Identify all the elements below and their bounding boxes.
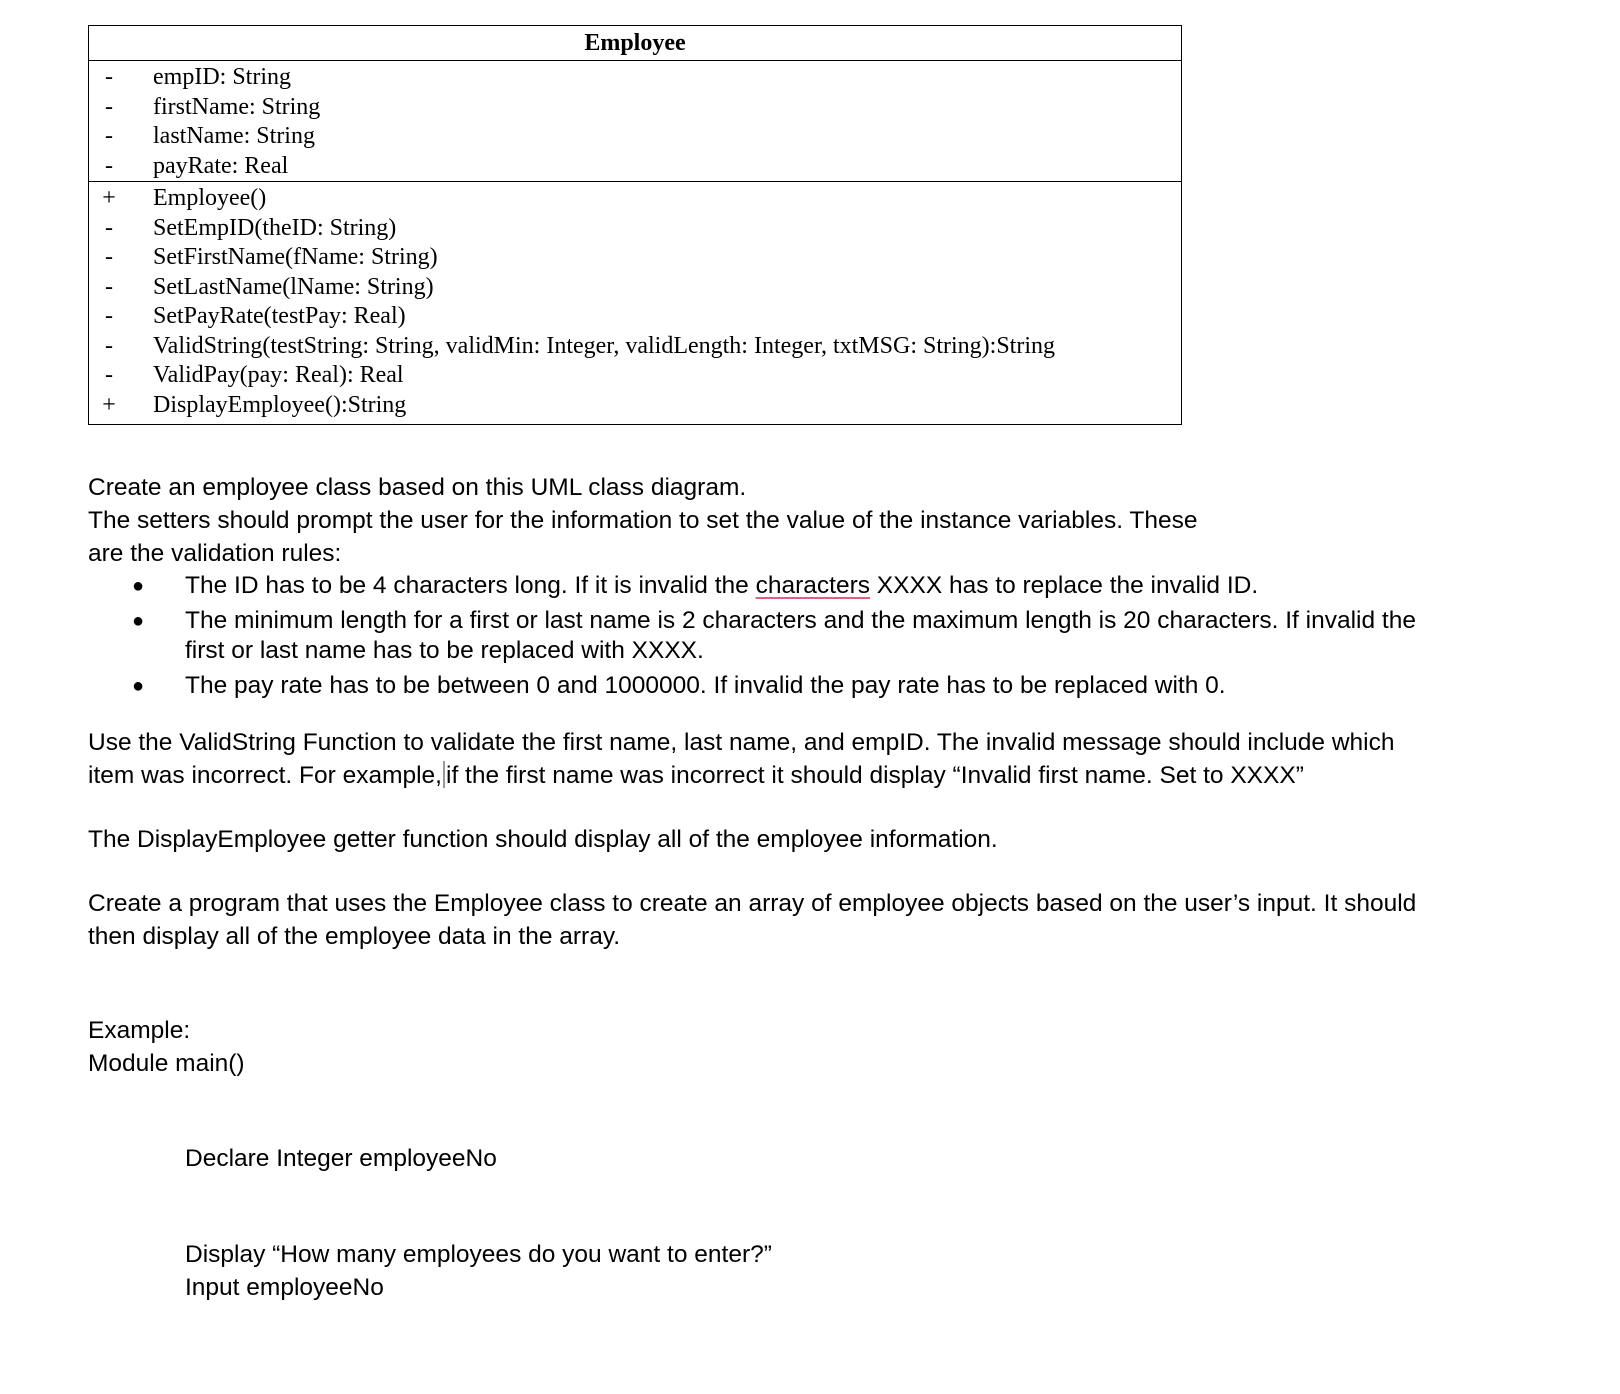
list-item xyxy=(88,571,1588,601)
list-item xyxy=(88,671,1588,701)
intro-line: The setters should prompt the user for the information to set the value of the instance variables. These xyxy=(88,507,1198,534)
uml-attribute xyxy=(89,93,1181,123)
text-cursor xyxy=(443,761,445,788)
paragraph-text: if the first name was incorrect it should display “Invalid first name. Set to XXXX” xyxy=(446,762,1304,789)
uml-method xyxy=(89,184,1181,214)
uml-method xyxy=(89,361,1181,391)
method-text: SetEmpID(theID: String) xyxy=(153,214,397,241)
paragraph-line: Create a program that uses the Employee class to create an array of employee objects based on the user’s input. It should xyxy=(88,890,1417,917)
intro-line: are the validation rules: xyxy=(88,540,342,567)
paragraph-line: then display all of the employee data in the array. xyxy=(88,923,621,950)
attribute-text: firstName: String xyxy=(153,93,321,120)
method-text: SetLastName(lName: String) xyxy=(153,273,434,300)
visibility-marker: + xyxy=(102,391,116,418)
paragraph-line: The DisplayEmployee getter function should display all of the employee information. xyxy=(88,826,998,853)
bullet-icon: ● xyxy=(132,610,145,632)
method-text: ValidString(testString: String, validMin: Integer, validLength: Integer, txtMSG: String):String xyxy=(153,332,1056,359)
bullet-icon: ● xyxy=(132,675,145,697)
uml-method xyxy=(89,243,1181,273)
paragraph-line xyxy=(88,759,1588,792)
attribute-text: payRate: Real xyxy=(153,152,289,179)
attribute-text: empID: String xyxy=(153,64,291,90)
visibility-marker: - xyxy=(105,273,113,300)
list-item xyxy=(88,606,1588,666)
visibility-marker: - xyxy=(105,93,113,120)
uml-class-name: Employee xyxy=(89,26,1181,61)
method-text: DisplayEmployee():String xyxy=(153,391,407,418)
uml-method xyxy=(89,214,1181,244)
visibility-marker: - xyxy=(105,214,113,241)
spellcheck-underlined-word: characters xyxy=(755,572,870,599)
visibility-marker: - xyxy=(105,362,113,388)
uml-method xyxy=(89,302,1181,332)
rule-text: XXXX has to replace the invalid ID. xyxy=(870,572,1259,599)
visibility-marker: - xyxy=(105,64,113,90)
validstring-paragraph xyxy=(88,726,1588,792)
uml-attribute xyxy=(89,63,1181,93)
visibility-marker: - xyxy=(105,303,113,329)
visibility-marker: + xyxy=(102,185,116,211)
bullet-icon: ● xyxy=(132,575,145,597)
attribute-text: lastName: String xyxy=(153,123,315,149)
example-io xyxy=(88,1238,1620,1304)
intro-paragraph xyxy=(88,471,1588,570)
example-heading xyxy=(88,1014,1588,1080)
visibility-marker: - xyxy=(105,123,113,149)
method-text: Employee() xyxy=(153,185,267,211)
uml-class-diagram xyxy=(88,25,1182,425)
code-line: Input employeeNo xyxy=(185,1274,384,1301)
validation-rules-list xyxy=(88,571,1588,706)
code-line: Declare Integer employeeNo xyxy=(185,1145,497,1172)
visibility-marker: - xyxy=(105,332,113,359)
rule-text: The ID has to be 4 characters long. If it is invalid the xyxy=(185,572,756,599)
rule-text: The minimum length for a first or last name is 2 characters and the maximum length is 20 characters. If invalid the xyxy=(185,607,1416,634)
example-label: Example: xyxy=(88,1017,191,1044)
uml-methods-section xyxy=(89,182,1181,424)
method-text: SetFirstName(fName: String) xyxy=(153,244,438,270)
example-declare xyxy=(88,1142,1620,1175)
uml-method xyxy=(89,273,1181,303)
rule-text: The pay rate has to be between 0 and 1000000. If invalid the pay rate has to be replaced with 0. xyxy=(185,672,1226,699)
rule-text: first or last name has to be replaced with XXXX. xyxy=(185,637,704,664)
method-text: SetPayRate(testPay: Real) xyxy=(153,303,406,329)
visibility-marker: - xyxy=(105,152,113,179)
paragraph-text: item was incorrect. For example, xyxy=(88,762,442,789)
uml-attribute xyxy=(89,122,1181,152)
uml-attribute xyxy=(89,152,1181,182)
example-module: Module main() xyxy=(88,1050,245,1077)
uml-attributes-section xyxy=(89,61,1181,182)
code-line: Display “How many employees do you want to enter?” xyxy=(185,1241,772,1268)
intro-line: Create an employee class based on this UML class diagram. xyxy=(88,474,747,501)
program-paragraph xyxy=(88,887,1588,953)
uml-method xyxy=(89,391,1181,421)
paragraph-line: Use the ValidString Function to validate the first name, last name, and empID. The invalid message should include which xyxy=(88,729,1395,756)
method-text: ValidPay(pay: Real): Real xyxy=(153,362,404,388)
display-paragraph xyxy=(88,823,1588,856)
uml-method xyxy=(89,332,1181,362)
visibility-marker: - xyxy=(105,244,113,270)
